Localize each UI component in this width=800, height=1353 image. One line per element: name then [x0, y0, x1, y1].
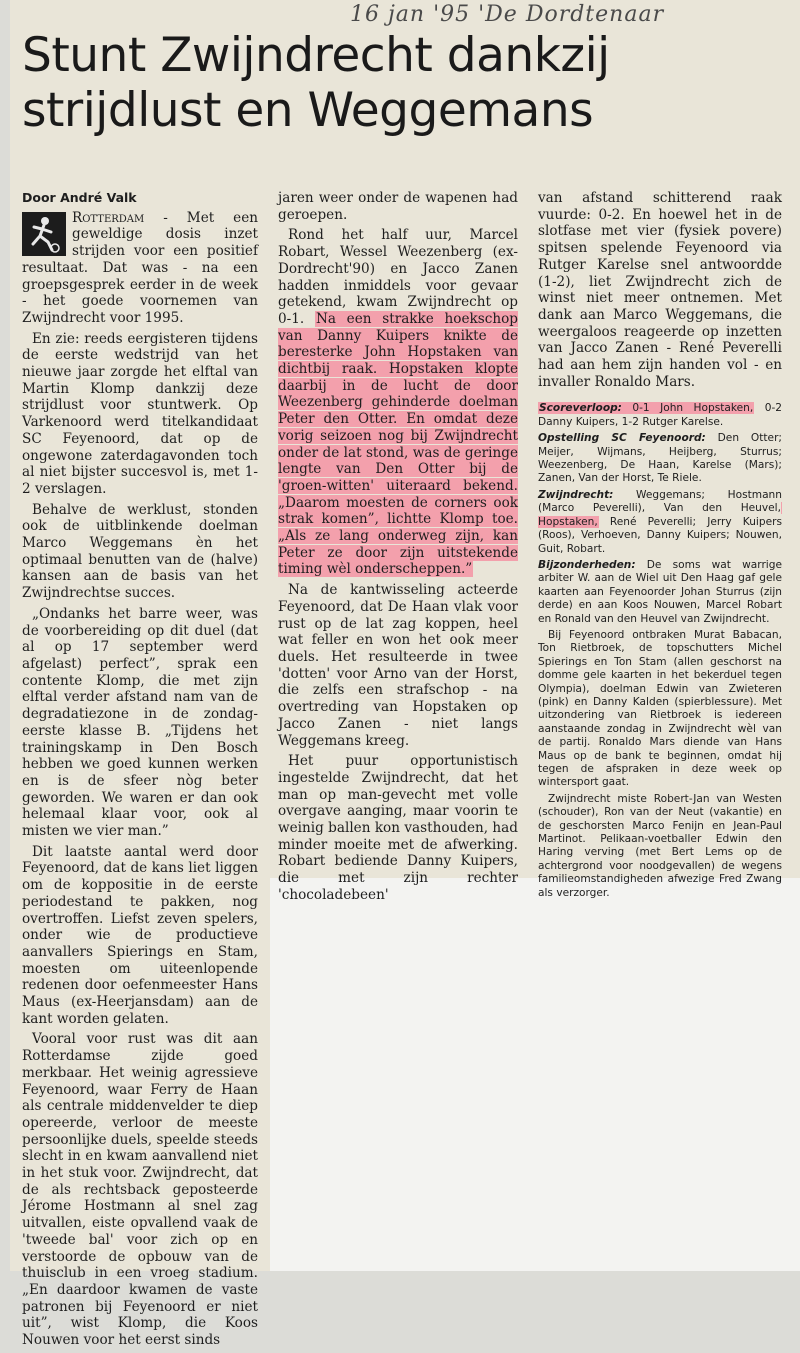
lead-paragraph: Rotterdam - Met een geweldige dosis inzet strijden voor een positief resultaat. Dat was - na een groepsgesprek eerder in de week - het goede voornemen van Zwijndrecht voor 1995. [22, 209, 258, 326]
paragraph: van afstand schitterend raak vuurde: 0-2. En hoewel het in de slotfase met vier (fysiek povere) spitsen spelende Feyenoord via Rutger Karelse snel antwoordde (1-2), liet Zwijndrecht zich de winst niet meer ontnemen. Met dank aan Marco Weggemans, die weergaloos reageerde op inzetten van Jacco Zanen - René Peverelli had aan hem zijn handen vol - en invaller Ronaldo Mars. [538, 190, 782, 390]
byline: Door André Valk [22, 190, 137, 205]
highlighted-passage: Scoreverloop: 0-1 John Hopstaken, [539, 402, 754, 415]
match-details [538, 402, 782, 900]
highlighted-passage: Na een strakke hoekschop van Danny Kuipers knikte de beresterke John Hopstaken van dichtbij raak. Hopstaken klopte daarbij in de lucht de door Weezenberg gehinderde doelman Peter den Otter. En omdat deze vorig seizoen nog bij Zwijndrecht onder de lat stond, was de geringe lengte van Den Otter bij de 'groen-witten' uiteraard bekend. „Daarom moesten de corners ook strak komen”, lichtte Klomp toe. „Als ze lang onderweg zijn, kan Peter ze door zijn uitstekende timing wèl onderscheppen.” [278, 310, 518, 578]
paragraph: Bij Feyenoord ontbraken Murat Babacan, Ton Rietbroek, de topschutters Michel Spierings en Ton Stam (allen geschorst na domme gele kaarten in het bekerduel tegen Olympia), doelman Edwin van Zwieteren (pink) en Danny Kalden (spierblessure). Met uitzondering van Rietbroek is iedereen aanstaande zondag in Zwijndrecht wèl van de partij. Ronaldo Mars diende van Hans Maus op de bank te beginnen, omdat hij tegen de afspraken in deze week op wintersport gaat. [538, 628, 782, 789]
paragraph: „Ondanks het barre weer, was de voorbereiding op dit duel (dat al op 17 september werd afgelast) perfect”, sprak een contente Klomp, die met zijn elftal verder afstand nam van de degradatiezone in de zondag-eerste klasse B. „Tijdens het trainingskamp in Den Bosch hebben we goed kunnen werken en is de sfeer nòg beter geworden. We waren er dan ook helemaal klaar voor, ook al misten we vier man.” [22, 605, 258, 840]
opstelling-zwijndrecht: Zwijndrecht: Weggemans; Hostmann (Marco Peverelli), Van den Heuvel, Hopstaken, René Peverelli; Jerry Kuipers (Roos), Verhoeven, Danny Kuipers; Nouwen, Guit, Robart. [538, 488, 782, 555]
highlighted-passage: Hopstaken, [538, 502, 782, 527]
football-player-icon [22, 212, 66, 256]
paragraph: jaren weer onder de wapenen had geroepen. [278, 190, 518, 223]
opstelling-feyenoord: Opstelling SC Feyenoord: Den Otter; Meijer, Wijmans, Heijberg, Sturrus; Weezenberg, De Haan, Karelse (Mars); Zanen, Van der Horst, Te Riele. [538, 432, 782, 485]
blank-paper-area [270, 878, 800, 1271]
paragraph: Vooral voor rust was dit aan Rotterdamse zijde goed merkbaar. Het weinig agressieve Feyenoord, waar Ferry de Haan als centrale middenvelder te diep opereerde, verloor de meeste persoonlijke duels, speelde steeds slecht in en kwam aanvallend niet in het stuk voor. Zwijndrecht, dat de als rechtsback geposteerde Jérome Hostmann al snel zag uitvallen, eiste opvallend vaak de 'tweede bal' voor zich op en verstoorde de opbouw van de thuisclub in een vroeg stadium. „En daardoor kwamen de vaste patronen bij Feyenoord er niet uit”, wist Klomp, die Koos Nouwen voor het eerst sinds [22, 1031, 258, 1349]
article-column-3 [538, 190, 782, 903]
dateline: Rotterdam [72, 209, 145, 226]
paragraph: Het puur opportunistisch ingestelde Zwijndrecht, dat het man op man-gevecht met volle overgave aanging, maar voorin te weinig ballen kon vasthouden, had minder moeite met de afwerking. Robart bediende Danny Kuipers, die met zijn rechter 'chocoladebeen' [278, 753, 518, 903]
handwritten-annotation: 16 jan '95 'De Dordtenaar [350, 2, 665, 27]
bijzonderheden: Bijzonderheden: De soms wat warrige arbiter W. aan de Wiel uit Den Haag gaf gele kaarten aan Feyenoorder Johan Sturrus (zijn derde) en aan Koos Nouwen, Marcel Robart en Ronald van den Heuvel van Zwijndrecht. [538, 558, 782, 625]
paragraph: Na de kantwisseling acteerde Feyenoord, dat De Haan vlak voor rust op de lat zag koppen, heel wat feller en won het ook meer duels. Het resulteerde in twee 'dotten' voor Arno van der Horst, die zelfs een strafschop - na overtreding van Hopstaken op Jacco Zanen - niet langs Weggemans kreeg. [278, 582, 518, 749]
headline: Stunt Zwijndrecht dankzij strijdlust en Weggemans [22, 28, 610, 138]
paragraph: Rond het half uur, Marcel Robart, Wessel Weezenberg (ex-Dordrecht'90) en Jacco Zanen hadden inmiddels voor gevaar getekend, kwam Zwijndrecht op 0-1. Na een strakke hoekschop van Danny Kuipers knikte de beresterke John Hopstaken van dichtbij raak. Hopstaken klopte daarbij in de lucht de door Weezenberg gehinderde doelman Peter den Otter. En omdat deze vorig seizoen nog bij Zwijndrecht onder de lat stond, was de geringe lengte van Den Otter bij de 'groen-witten' uiteraard bekend. „Daarom moesten de corners ook strak komen”, lichtte Klomp toe. „Als ze lang onderweg zijn, kan Peter ze door zijn uitstekende timing wèl onderscheppen.” [278, 227, 518, 578]
article-column-2 [278, 190, 518, 908]
scoreverloop: Scoreverloop: 0-1 John Hopstaken, 0-2 Danny Kuipers, 1-2 Rutger Karelse. [538, 402, 783, 428]
paragraph: Behalve de werklust, stonden ook de uitblinkende doelman Marco Weggemans èn het optimaal benutten van de (halve) kansen aan de basis van het Zwijndrechtse succes. [22, 501, 258, 602]
article-column-1 [22, 190, 258, 1353]
paragraph: Zwijndrecht miste Robert-Jan van Westen (schouder), Ron van der Neut (vakantie) en de geschorsten Marco Fenijn en Jean-Paul Martinot. Pelikaan-voetballer Edwin den Haring verving (met Bert Lems op de achtergrond voor noodgevallen) de wegens familieomstandigheden afwezige Fred Zwang als verzorger. [538, 792, 782, 899]
paragraph: En zie: reeds eergisteren tijdens de eerste wedstrijd van het nieuwe jaar zorgde het elftal van Martin Klomp dankzij deze strijdlust voor stuntwerk. Op Varkenoord werd titelkandidaat SC Feyenoord, dat op de ongewone zaterdagavonden toch al niet bijster succesvol is, met 1-2 verslagen. [22, 330, 258, 497]
paragraph: Dit laatste aantal werd door Feyenoord, dat de kans liet liggen om de koppositie in de eerste periodestand te pakken, nog overtroffen. Liefst zeven spelers, onder wie de productieve aanvallers Spierings en Stam, moesten om uiteenlopende redenen door oefenmeester Hans Maus (ex-Heerjansdam) aan de kant worden gelaten. [22, 843, 258, 1027]
